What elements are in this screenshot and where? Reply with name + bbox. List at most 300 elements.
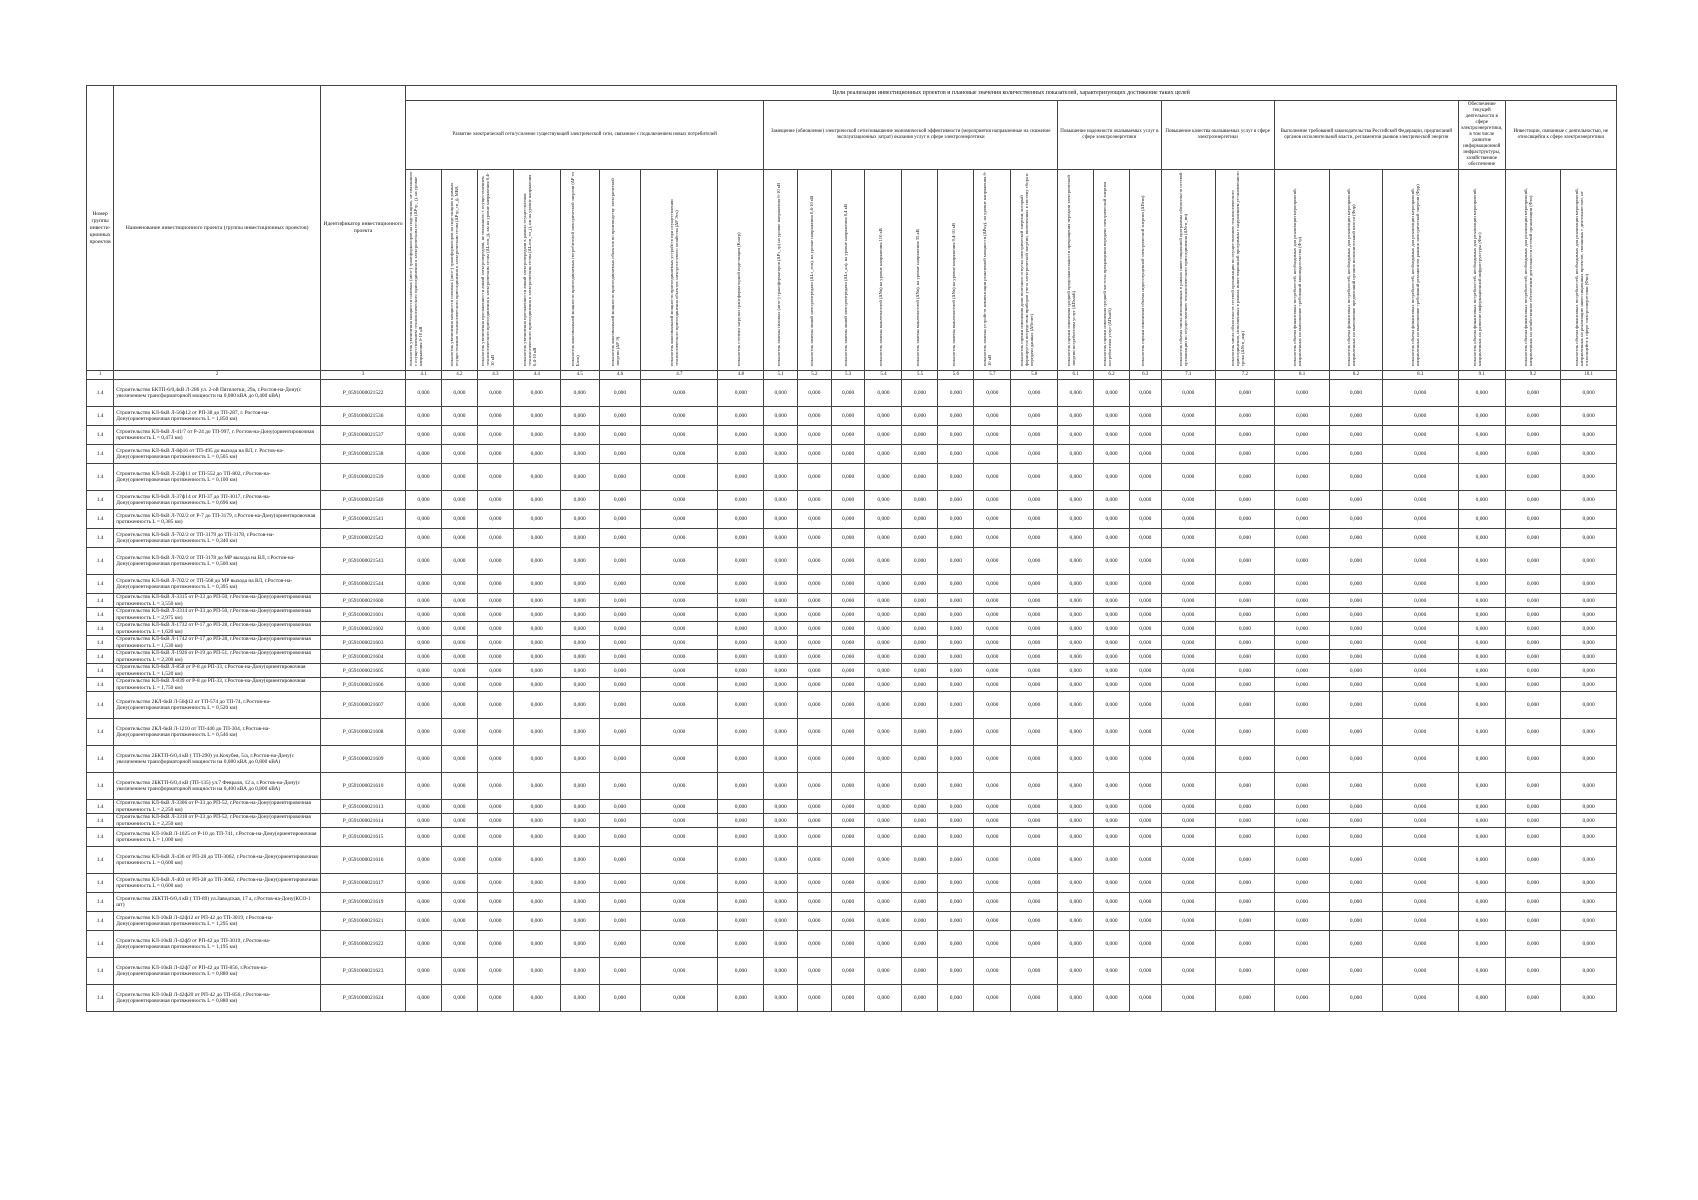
row-indicator-value: 0,000 xyxy=(764,773,798,800)
row-group-number: 1.4 xyxy=(87,510,114,529)
row-indicator-value: 0,000 xyxy=(1130,958,1162,985)
row-indicator-value: 0,000 xyxy=(764,380,798,407)
row-indicator-value: 0,000 xyxy=(406,636,442,650)
row-indicator-value: 0,000 xyxy=(406,746,442,773)
row-indicator-value: 0,000 xyxy=(831,664,865,678)
row-indicator-value: 0,000 xyxy=(1382,594,1458,608)
row-indicator-value: 0,000 xyxy=(902,464,938,491)
indicator-header xyxy=(718,170,764,371)
row-indicator-value: 0,000 xyxy=(1330,958,1382,985)
row-indicator-value: 0,000 xyxy=(1094,985,1130,1012)
row-indicator-value: 0,000 xyxy=(406,719,442,746)
row-indicator-value: 0,000 xyxy=(902,958,938,985)
row-indicator-value: 0,000 xyxy=(1161,746,1215,773)
row-indicator-value: 0,000 xyxy=(1216,912,1275,931)
row-indicator-value: 0,000 xyxy=(1561,912,1617,931)
goal-group-header: Выполнение требований законодательства Российской Федерации, предписаний органов исполнительной власти, регламентов рынков электрической энергии xyxy=(1274,101,1458,170)
row-indicator-value: 0,000 xyxy=(865,426,902,445)
row-indicator-value: 0,000 xyxy=(1505,464,1561,491)
row-indicator-value: 0,000 xyxy=(560,985,599,1012)
row-indicator-value: 0,000 xyxy=(513,893,560,912)
row-indicator-value: 0,000 xyxy=(1216,407,1275,426)
row-indicator-value: 0,000 xyxy=(1505,847,1561,874)
column-number: 2 xyxy=(114,371,321,380)
row-indicator-value: 0,000 xyxy=(1458,985,1505,1012)
row-indicator-value: 0,000 xyxy=(1216,773,1275,800)
row-project-id: P_0591000021601 xyxy=(321,608,406,622)
row-indicator-value: 0,000 xyxy=(1216,828,1275,847)
row-indicator-value: 0,000 xyxy=(1130,828,1162,847)
row-indicator-value: 0,000 xyxy=(1561,650,1617,664)
row-indicator-value: 0,000 xyxy=(902,491,938,510)
row-indicator-value: 0,000 xyxy=(513,575,560,594)
row-group-number: 1.4 xyxy=(87,773,114,800)
row-indicator-value: 0,000 xyxy=(1130,491,1162,510)
row-indicator-value: 0,000 xyxy=(1330,622,1382,636)
row-indicator-value: 0,000 xyxy=(1011,380,1058,407)
row-indicator-value: 0,000 xyxy=(1161,692,1215,719)
row-project-id: P_0591000021613 xyxy=(321,800,406,814)
column-number: 4.8 xyxy=(718,371,764,380)
goal-group-header: Повышение качества оказываемых услуг в сфере электроэнергетики xyxy=(1161,101,1274,170)
row-indicator-value: 0,000 xyxy=(560,380,599,407)
row-indicator-value: 0,000 xyxy=(1382,985,1458,1012)
table-row xyxy=(87,931,1617,958)
row-indicator-value: 0,000 xyxy=(1161,874,1215,893)
row-indicator-value: 0,000 xyxy=(1011,622,1058,636)
row-indicator-value: 0,000 xyxy=(797,958,831,985)
row-indicator-value: 0,000 xyxy=(1382,510,1458,529)
row-indicator-value: 0,000 xyxy=(1274,664,1330,678)
row-indicator-value: 0,000 xyxy=(441,491,477,510)
row-indicator-value: 0,000 xyxy=(1561,445,1617,464)
row-group-number: 1.4 xyxy=(87,426,114,445)
column-number: 5.5 xyxy=(902,371,938,380)
indicator-header xyxy=(477,170,513,371)
row-indicator-value: 0,000 xyxy=(974,445,1011,464)
row-indicator-value: 0,000 xyxy=(1094,746,1130,773)
row-indicator-value: 0,000 xyxy=(441,773,477,800)
row-indicator-value: 0,000 xyxy=(1216,746,1275,773)
row-indicator-value: 0,000 xyxy=(1094,664,1130,678)
row-project-name: Строительство КЛ-10кВ Л-42ф20 от РП-42 до ТП-856, г.Ростов-на-Дону(ориентировочная протяженность L = 0,880 км) xyxy=(114,985,321,1012)
row-indicator-value: 0,000 xyxy=(1130,445,1162,464)
row-indicator-value: 0,000 xyxy=(560,510,599,529)
row-indicator-value: 0,000 xyxy=(1216,426,1275,445)
row-indicator-value: 0,000 xyxy=(797,464,831,491)
indicator-header xyxy=(1130,170,1162,371)
row-indicator-value: 0,000 xyxy=(477,746,513,773)
indicator-label: показатель объема финансовых потребностей, необходимых для реализации мероприятий, направленных на выполнение требований законодательства (Фтр) xyxy=(1292,188,1303,366)
row-indicator-value: 0,000 xyxy=(1330,608,1382,622)
row-indicator-value: 0,000 xyxy=(764,958,798,985)
row-indicator-value: 0,000 xyxy=(1382,380,1458,407)
row-indicator-value: 0,000 xyxy=(1011,719,1058,746)
table-row xyxy=(87,529,1617,548)
row-indicator-value: 0,000 xyxy=(1011,678,1058,692)
row-indicator-value: 0,000 xyxy=(1216,664,1275,678)
row-indicator-value: 0,000 xyxy=(974,491,1011,510)
row-indicator-value: 0,000 xyxy=(599,893,640,912)
row-indicator-value: 0,000 xyxy=(599,828,640,847)
row-indicator-value: 0,000 xyxy=(974,814,1011,828)
row-indicator-value: 0,000 xyxy=(902,847,938,874)
row-indicator-value: 0,000 xyxy=(1130,678,1162,692)
row-indicator-value: 0,000 xyxy=(1058,594,1094,608)
row-indicator-value: 0,000 xyxy=(1458,874,1505,893)
row-indicator-value: 0,000 xyxy=(560,608,599,622)
row-indicator-value: 0,000 xyxy=(641,847,718,874)
row-indicator-value: 0,000 xyxy=(1330,678,1382,692)
row-indicator-value: 0,000 xyxy=(1505,664,1561,678)
row-indicator-value: 0,000 xyxy=(1274,529,1330,548)
row-indicator-value: 0,000 xyxy=(1382,874,1458,893)
row-indicator-value: 0,000 xyxy=(974,719,1011,746)
row-indicator-value: 0,000 xyxy=(406,491,442,510)
row-indicator-value: 0,000 xyxy=(441,608,477,622)
row-indicator-value: 0,000 xyxy=(1382,622,1458,636)
row-indicator-value: 0,000 xyxy=(1058,664,1094,678)
table-row xyxy=(87,847,1617,874)
row-indicator-value: 0,000 xyxy=(938,719,974,746)
row-indicator-value: 0,000 xyxy=(1505,380,1561,407)
row-indicator-value: 0,000 xyxy=(1274,407,1330,426)
row-project-name: Строительство КЛ-10кВ Л-42ф7 от РП-42 до ТП-856, г.Ростов-на-Дону(ориентировочная протяженность L = 0,880 км) xyxy=(114,958,321,985)
row-indicator-value: 0,000 xyxy=(865,847,902,874)
row-indicator-value: 0,000 xyxy=(831,407,865,426)
row-indicator-value: 0,000 xyxy=(974,912,1011,931)
row-indicator-value: 0,000 xyxy=(513,912,560,931)
row-project-id: P_0591000021600 xyxy=(321,594,406,608)
column-number: 4.4 xyxy=(513,371,560,380)
row-project-id: P_0591000021624 xyxy=(321,985,406,1012)
row-indicator-value: 0,000 xyxy=(1382,636,1458,650)
indicator-label: показатель объема финансовых потребностей, необходимых для реализации мероприятий, направленных на выполнение предписаний органов исполнительной власти (Фпр) xyxy=(1345,188,1356,366)
row-indicator-value: 0,000 xyxy=(1216,931,1275,958)
column-number: 10.1 xyxy=(1561,371,1617,380)
row-project-id: P_0591000021543 xyxy=(321,548,406,575)
row-indicator-value: 0,000 xyxy=(1094,678,1130,692)
row-indicator-value: 0,000 xyxy=(1505,678,1561,692)
row-indicator-value: 0,000 xyxy=(797,664,831,678)
row-indicator-value: 0,000 xyxy=(764,407,798,426)
row-indicator-value: 0,000 xyxy=(1161,912,1215,931)
row-indicator-value: 0,000 xyxy=(865,575,902,594)
row-project-name: Строительство КЛ-6кВ Л-403 от РП-28 до ТП-3062, г.Ростов-на-Дону(ориентировочная протяженность L = 0,600 км) xyxy=(114,874,321,893)
row-indicator-value: 0,000 xyxy=(513,407,560,426)
row-indicator-value: 0,000 xyxy=(938,828,974,847)
row-indicator-value: 0,000 xyxy=(513,678,560,692)
row-indicator-value: 0,000 xyxy=(406,594,442,608)
row-indicator-value: 0,000 xyxy=(1458,814,1505,828)
row-indicator-value: 0,000 xyxy=(1058,491,1094,510)
row-indicator-value: 0,000 xyxy=(831,491,865,510)
column-number: 5.7 xyxy=(974,371,1011,380)
row-indicator-value: 0,000 xyxy=(902,874,938,893)
row-indicator-value: 0,000 xyxy=(1130,800,1162,814)
row-indicator-value: 0,000 xyxy=(406,464,442,491)
row-indicator-value: 0,000 xyxy=(865,912,902,931)
row-indicator-value: 0,000 xyxy=(764,491,798,510)
row-project-name: Строительство 2КЛ-6кВ Л-56ф12 от ТП-574 до ТП-74, г.Ростов-на-Дону(ориентировочная протяженность L = 0,520 км) xyxy=(114,692,321,719)
row-indicator-value: 0,000 xyxy=(1058,847,1094,874)
row-indicator-value: 0,000 xyxy=(1330,575,1382,594)
row-indicator-value: 0,000 xyxy=(1458,931,1505,958)
row-indicator-value: 0,000 xyxy=(974,464,1011,491)
row-indicator-value: 0,000 xyxy=(938,800,974,814)
row-indicator-value: 0,000 xyxy=(1561,510,1617,529)
row-indicator-value: 0,000 xyxy=(1561,664,1617,678)
row-group-number: 1.4 xyxy=(87,664,114,678)
row-indicator-value: 0,000 xyxy=(865,608,902,622)
row-indicator-value: 0,000 xyxy=(441,575,477,594)
row-indicator-value: 0,000 xyxy=(641,622,718,636)
column-number: 5.8 xyxy=(1011,371,1058,380)
row-indicator-value: 0,000 xyxy=(1130,746,1162,773)
row-group-number: 1.4 xyxy=(87,575,114,594)
row-indicator-value: 0,000 xyxy=(1330,664,1382,678)
indicator-label: показатель замены устройств компенсации реактивной мощности (ΔPку), на уровне напряжения 6-10 кВ xyxy=(982,171,993,366)
header-project-name: Наименование инвестиционного проекта (группы инвестиционных проектов) xyxy=(114,86,321,371)
row-indicator-value: 0,000 xyxy=(938,622,974,636)
row-indicator-value: 0,000 xyxy=(1458,912,1505,931)
row-project-id: P_0591000021608 xyxy=(321,719,406,746)
row-indicator-value: 0,000 xyxy=(1011,548,1058,575)
row-indicator-value: 0,000 xyxy=(902,678,938,692)
row-indicator-value: 0,000 xyxy=(1058,464,1094,491)
row-indicator-value: 0,000 xyxy=(797,893,831,912)
row-indicator-value: 0,000 xyxy=(1561,636,1617,650)
row-indicator-value: 0,000 xyxy=(560,622,599,636)
row-indicator-value: 0,000 xyxy=(1330,650,1382,664)
row-indicator-value: 0,000 xyxy=(1561,814,1617,828)
goal-group-header: Инвестиции, связанные с деятельностью, не относящейся к сфере электроэнергетики xyxy=(1505,101,1616,170)
row-indicator-value: 0,000 xyxy=(902,773,938,800)
row-indicator-value: 0,000 xyxy=(477,426,513,445)
row-indicator-value: 0,000 xyxy=(831,426,865,445)
row-indicator-value: 0,000 xyxy=(599,426,640,445)
row-indicator-value: 0,000 xyxy=(797,622,831,636)
row-indicator-value: 0,000 xyxy=(1058,548,1094,575)
row-indicator-value: 0,000 xyxy=(718,445,764,464)
row-indicator-value: 0,000 xyxy=(441,510,477,529)
row-indicator-value: 0,000 xyxy=(560,548,599,575)
row-indicator-value: 0,000 xyxy=(406,931,442,958)
row-indicator-value: 0,000 xyxy=(797,814,831,828)
indicator-header xyxy=(865,170,902,371)
indicator-label: показатель объема финансовых потребностей, необходимых для реализации мероприятий, направленных на развитие информационной инфраструктуры (Фит) xyxy=(1471,188,1482,366)
row-indicator-value: 0,000 xyxy=(477,985,513,1012)
table-body xyxy=(87,380,1617,1012)
row-indicator-value: 0,000 xyxy=(1216,874,1275,893)
row-indicator-value: 0,000 xyxy=(641,814,718,828)
row-indicator-value: 0,000 xyxy=(797,407,831,426)
row-group-number: 1.4 xyxy=(87,828,114,847)
row-indicator-value: 0,000 xyxy=(974,510,1011,529)
row-indicator-value: 0,000 xyxy=(1505,800,1561,814)
table-row xyxy=(87,746,1617,773)
row-indicator-value: 0,000 xyxy=(560,464,599,491)
row-indicator-value: 0,000 xyxy=(1458,491,1505,510)
row-indicator-value: 0,000 xyxy=(764,931,798,958)
row-indicator-value: 0,000 xyxy=(1458,719,1505,746)
row-indicator-value: 0,000 xyxy=(641,912,718,931)
row-indicator-value: 0,000 xyxy=(831,958,865,985)
row-indicator-value: 0,000 xyxy=(1382,464,1458,491)
row-indicator-value: 0,000 xyxy=(1216,608,1275,622)
row-indicator-value: 0,000 xyxy=(902,912,938,931)
row-indicator-value: 0,000 xyxy=(1161,814,1215,828)
row-indicator-value: 0,000 xyxy=(641,746,718,773)
row-indicator-value: 0,000 xyxy=(560,445,599,464)
row-indicator-value: 0,000 xyxy=(1561,608,1617,622)
row-project-name: Строительство 2БКТП-6/0,4 кВ ( ТП-290) ул.Кочубея, 5/а, г.Ростов-на-Дону(с увеличением трансформаторной мощности на 0,080 кВА до 0,800 кВА) xyxy=(114,746,321,773)
row-indicator-value: 0,000 xyxy=(1330,912,1382,931)
row-indicator-value: 0,000 xyxy=(764,800,798,814)
row-indicator-value: 0,000 xyxy=(1382,678,1458,692)
row-indicator-value: 0,000 xyxy=(1011,636,1058,650)
row-indicator-value: 0,000 xyxy=(764,608,798,622)
row-indicator-value: 0,000 xyxy=(764,874,798,893)
row-indicator-value: 0,000 xyxy=(1458,594,1505,608)
row-indicator-value: 0,000 xyxy=(1161,548,1215,575)
row-indicator-value: 0,000 xyxy=(1058,958,1094,985)
row-indicator-value: 0,000 xyxy=(1058,622,1094,636)
row-indicator-value: 0,000 xyxy=(477,464,513,491)
row-indicator-value: 0,000 xyxy=(831,636,865,650)
row-indicator-value: 0,000 xyxy=(1458,380,1505,407)
row-project-id: P_0591000021605 xyxy=(321,664,406,678)
row-indicator-value: 0,000 xyxy=(865,407,902,426)
row-indicator-value: 0,000 xyxy=(974,664,1011,678)
row-indicator-value: 0,000 xyxy=(641,678,718,692)
row-indicator-value: 0,000 xyxy=(1011,529,1058,548)
column-number: 4.7 xyxy=(641,371,718,380)
goal-group-header: Повышение надежности оказываемых услуг в сфере электроэнергетики xyxy=(1058,101,1161,170)
row-indicator-value: 0,000 xyxy=(831,912,865,931)
row-indicator-value: 0,000 xyxy=(1161,893,1215,912)
row-indicator-value: 0,000 xyxy=(1274,594,1330,608)
row-indicator-value: 0,000 xyxy=(1382,445,1458,464)
row-indicator-value: 0,000 xyxy=(1130,985,1162,1012)
row-indicator-value: 0,000 xyxy=(1274,464,1330,491)
row-indicator-value: 0,000 xyxy=(974,636,1011,650)
row-indicator-value: 0,000 xyxy=(797,828,831,847)
indicator-header xyxy=(406,170,442,371)
row-indicator-value: 0,000 xyxy=(797,874,831,893)
row-indicator-value: 0,000 xyxy=(1330,985,1382,1012)
row-indicator-value: 0,000 xyxy=(477,491,513,510)
column-number: 5.1 xyxy=(764,371,798,380)
row-project-id: P_0591000021622 xyxy=(321,931,406,958)
row-indicator-value: 0,000 xyxy=(1330,828,1382,847)
row-indicator-value: 0,000 xyxy=(1330,491,1382,510)
table-row xyxy=(87,464,1617,491)
row-indicator-value: 0,000 xyxy=(1130,548,1162,575)
row-indicator-value: 0,000 xyxy=(797,650,831,664)
row-project-name: Строительство КЛ-6кВ Л-3306 от Р-33 до РП-52, г.Ростов-на-Дону(ориентировочная протяженность L = 2,250 км) xyxy=(114,800,321,814)
row-indicator-value: 0,000 xyxy=(1011,912,1058,931)
row-indicator-value: 0,000 xyxy=(1561,985,1617,1012)
row-indicator-value: 0,000 xyxy=(406,664,442,678)
row-indicator-value: 0,000 xyxy=(1216,575,1275,594)
row-indicator-value: 0,000 xyxy=(1161,664,1215,678)
row-indicator-value: 0,000 xyxy=(831,985,865,1012)
table-row xyxy=(87,773,1617,800)
row-indicator-value: 0,000 xyxy=(406,912,442,931)
row-project-name: Строительство КЛ-6кВ Л-23ф11 от ТП-552 до ТП-802, г.Ростов-на-Дону(ориентировочная протяженность L = 0,100 км) xyxy=(114,464,321,491)
row-indicator-value: 0,000 xyxy=(1011,800,1058,814)
row-indicator-value: 0,000 xyxy=(831,931,865,958)
column-number: 7.1 xyxy=(1161,371,1215,380)
row-indicator-value: 0,000 xyxy=(902,594,938,608)
row-indicator-value: 0,000 xyxy=(1011,985,1058,1012)
row-indicator-value: 0,000 xyxy=(641,931,718,958)
row-indicator-value: 0,000 xyxy=(831,719,865,746)
row-indicator-value: 0,000 xyxy=(1130,407,1162,426)
row-indicator-value: 0,000 xyxy=(1274,678,1330,692)
row-indicator-value: 0,000 xyxy=(1458,773,1505,800)
row-indicator-value: 0,000 xyxy=(831,380,865,407)
row-indicator-value: 0,000 xyxy=(974,874,1011,893)
row-indicator-value: 0,000 xyxy=(560,636,599,650)
row-indicator-value: 0,000 xyxy=(974,529,1011,548)
row-indicator-value: 0,000 xyxy=(1216,800,1275,814)
row-group-number: 1.4 xyxy=(87,636,114,650)
row-indicator-value: 0,000 xyxy=(1330,773,1382,800)
row-indicator-value: 0,000 xyxy=(764,445,798,464)
table-row xyxy=(87,407,1617,426)
row-indicator-value: 0,000 xyxy=(974,985,1011,1012)
row-indicator-value: 0,000 xyxy=(865,746,902,773)
row-indicator-value: 0,000 xyxy=(1058,719,1094,746)
row-indicator-value: 0,000 xyxy=(441,814,477,828)
row-indicator-value: 0,000 xyxy=(865,594,902,608)
row-indicator-value: 0,000 xyxy=(477,510,513,529)
row-indicator-value: 0,000 xyxy=(477,380,513,407)
row-indicator-value: 0,000 xyxy=(1094,874,1130,893)
row-indicator-value: 0,000 xyxy=(441,622,477,636)
row-indicator-value: 0,000 xyxy=(477,800,513,814)
row-indicator-value: 0,000 xyxy=(560,828,599,847)
row-indicator-value: 0,000 xyxy=(513,985,560,1012)
row-indicator-value: 0,000 xyxy=(477,958,513,985)
indicator-header xyxy=(1216,170,1275,371)
row-indicator-value: 0,000 xyxy=(560,773,599,800)
table-row xyxy=(87,814,1617,828)
row-indicator-value: 0,000 xyxy=(1094,380,1130,407)
row-indicator-value: 0,000 xyxy=(1216,692,1275,719)
row-indicator-value: 0,000 xyxy=(406,874,442,893)
row-indicator-value: 0,000 xyxy=(1058,636,1094,650)
row-indicator-value: 0,000 xyxy=(865,491,902,510)
row-indicator-value: 0,000 xyxy=(1505,529,1561,548)
row-indicator-value: 0,000 xyxy=(1216,445,1275,464)
row-indicator-value: 0,000 xyxy=(1130,874,1162,893)
row-indicator-value: 0,000 xyxy=(1058,985,1094,1012)
row-indicator-value: 0,000 xyxy=(1094,426,1130,445)
row-indicator-value: 0,000 xyxy=(1382,719,1458,746)
row-indicator-value: 0,000 xyxy=(1161,380,1215,407)
row-indicator-value: 0,000 xyxy=(797,608,831,622)
row-indicator-value: 0,000 xyxy=(1382,664,1458,678)
row-indicator-value: 0,000 xyxy=(902,407,938,426)
row-indicator-value: 0,000 xyxy=(513,529,560,548)
row-indicator-value: 0,000 xyxy=(599,847,640,874)
row-indicator-value: 0,000 xyxy=(831,773,865,800)
investment-projects-table xyxy=(86,85,1617,1012)
row-indicator-value: 0,000 xyxy=(1561,464,1617,491)
